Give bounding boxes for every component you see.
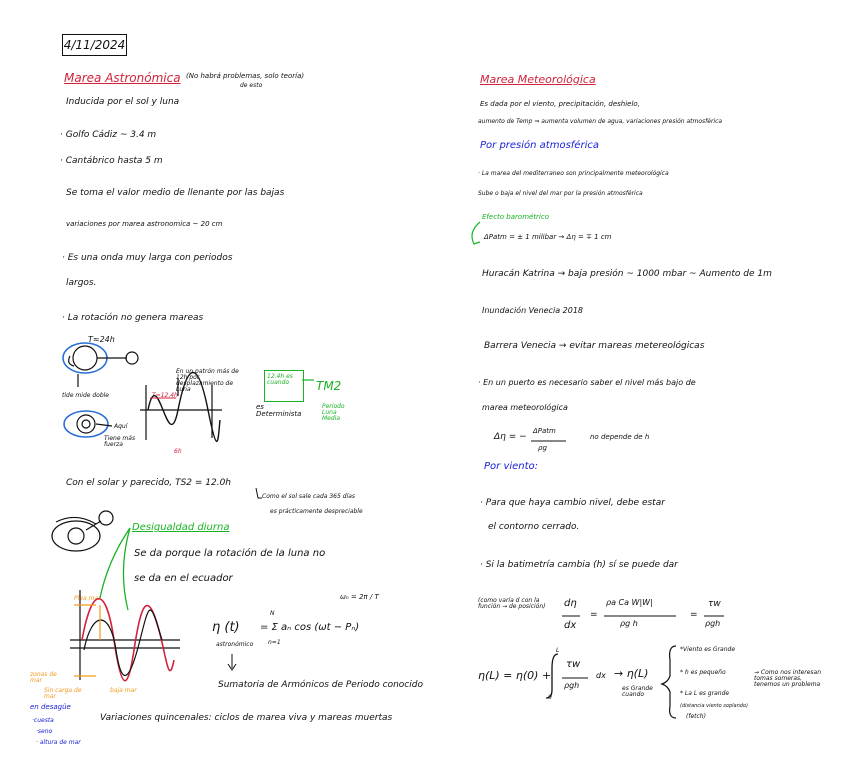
left-line-valor: Se toma el valor medio de llenante por las bajas [66, 188, 285, 198]
right-line7: Inundación Venecia 2018 [482, 306, 584, 315]
right-int-lhs: η(L) = η(0) + [478, 669, 552, 682]
right-dn-note: no depende de h [590, 433, 650, 441]
eq-omega: ωₙ = 2π / T [340, 593, 379, 601]
desigualdad-line2: se da en el ecuador [134, 573, 233, 584]
right-line8: Barrera Venecia → evitar mareas metereológicas [484, 341, 705, 351]
right-int-den: ρgh [564, 681, 580, 690]
eq-eta: η (t) [212, 620, 240, 635]
right-line9a: · En un puerto es necesario saber el nivel más bajo de [478, 378, 696, 387]
label-sin-carga: Sin carga de mar [44, 687, 82, 700]
label-desague: en desagüe [30, 703, 71, 711]
right-int-num: τw [566, 659, 581, 670]
right-line3: · La marea del mediterraneo son principalmente meteorológica [478, 170, 669, 177]
green-box-text: 12.4h es cuando [267, 373, 293, 386]
right-sub-presion: Por presión atmosférica [480, 140, 599, 151]
right-sub-viento: Por viento: [484, 461, 539, 472]
diagram-tiene: Tiene más fuerza [104, 435, 136, 448]
left-bullet-golfo: · Golfo Cádiz ~ 3.4 m [60, 130, 157, 140]
solar-note1: Como el sol sale cada 365 días [262, 493, 355, 500]
eq-arrow [228, 654, 236, 670]
right-cond2: * h es pequeño [680, 669, 726, 676]
right-int-top: L [556, 647, 560, 654]
right-dn: dη [564, 598, 577, 609]
date-text: 4/11/2024 [63, 38, 126, 52]
solar-bracket [256, 488, 262, 498]
label-altura: · altura de mar [36, 739, 81, 746]
diagram-6h: 6h [174, 448, 182, 455]
diagram-t24: T≈24h [88, 335, 115, 344]
variaciones-line: Variaciones quincenales: ciclos de marea viva y mareas muertas [100, 713, 393, 723]
right-cond5: (fetch) [686, 713, 706, 720]
green-periodo: Período Luna Media [322, 403, 345, 422]
right-frac1-den: ρg h [620, 619, 638, 628]
right-line12: · Si la batimetría cambia (h) sí se puede dar [480, 560, 678, 570]
left-title-note: (No habrá problemas, solo teoría) [186, 72, 305, 80]
tide-curve-bottom [70, 590, 180, 681]
left-line-largos: largos. [66, 278, 97, 288]
right-interesan: → Como nos interesan tomas someras, tenemos un problema [754, 669, 822, 688]
label-bajamar: baja mar [110, 687, 137, 694]
eq-sum-top: N [270, 610, 275, 617]
right-es-grande: es Grande cuando [622, 685, 653, 698]
solar-line: Con el solar y parecido, TS2 = 12.0h [66, 478, 232, 488]
right-efecto: Efecto barométrico [482, 213, 550, 221]
green-tm2: TM2 [316, 379, 342, 393]
left-line-variaciones: variaciones por marea astronomica ~ 20 cm [66, 220, 223, 228]
right-line5: ΔPatm = ± 1 milibar → Δη = ∓ 1 cm [484, 233, 612, 241]
diagram-tidal: tide mide doble [62, 392, 109, 399]
eq-sum-bot: n=1 [268, 639, 281, 646]
right-eq1: = [590, 610, 598, 620]
left-title-note2: de esto [240, 82, 263, 89]
right-line9b: marea meteorológica [482, 403, 568, 412]
label-pleamar: Plea mar [74, 595, 101, 602]
right-line11b: el contorno cerrado. [488, 522, 580, 532]
green-determinista: es Determinista [256, 403, 302, 418]
right-como: (como varía d con la función → de posición) [478, 597, 546, 610]
diagram-patron: En un patrón más de 12h por desplazamiento de Luna [176, 368, 239, 393]
right-cond3: * La L es grande [680, 690, 730, 697]
eq-astronomico: astronómico [216, 641, 254, 648]
label-seno: ·seno [36, 728, 53, 735]
label-cuesta: ·cuesta [32, 717, 54, 724]
right-line11a: · Para que haya cambio nivel, debe estar [480, 498, 665, 508]
right-dn-lhs: Δη = − [494, 432, 527, 442]
right-int-arrow: → η(L) [614, 667, 649, 680]
earth-moon-diagram [63, 343, 138, 437]
right-title: Marea Meteorológica [480, 73, 596, 86]
right-line6: Huracán Katrina → baja presión ~ 1000 mbar ~ Aumento de 1m [482, 269, 772, 279]
desigualdad-arrows [100, 528, 130, 610]
right-line4: Sube o baja el nivel del mar por la presión atmosférica [478, 190, 643, 197]
left-line-rotacion: · La rotación no genera mareas [62, 313, 204, 323]
left-bullet-cantabrico: · Cantábrico hasta 5 m [60, 156, 163, 166]
label-zonas-mar: zonas de mar [30, 671, 57, 684]
right-dx: dx [564, 620, 577, 631]
left-line-onda: · Es una onda muy larga con periodos [62, 253, 233, 263]
right-cond1: *Viento es Grande [680, 646, 736, 653]
right-int-dx: dx [596, 671, 606, 680]
right-line2: aumento de Temp ⇒ aumenta volumen de agua, variaciones presión atmosférica [478, 118, 723, 125]
right-dn-num: ΔPatm [533, 427, 556, 435]
eq-sum: = Σ aₙ cos (ωt − Pₙ) [260, 622, 360, 633]
right-line1: Es dada por el viento, precipitación, deshielo, [480, 100, 640, 108]
solar-note2: es prácticamente despreciable [270, 508, 363, 515]
right-frac2-den: ρgh [705, 619, 721, 628]
conditions-brace [662, 646, 676, 718]
right-frac2-num: τw [708, 599, 721, 609]
earth-moon-bottom [52, 511, 113, 551]
desigualdad-line1: Se da porque la rotación de la luna no [134, 548, 326, 559]
left-title: Marea Astronómica [64, 71, 181, 85]
sumatoria-line: Sumatoria de Armónicos de Periodo conocido [218, 680, 423, 690]
fraction-lines [531, 441, 724, 678]
sine-plot-top [140, 373, 222, 442]
left-intro: Inducida por el sol y luna [66, 97, 180, 107]
right-int-bot: 0 [548, 694, 552, 701]
right-cond4: (distancia viento soplando) [680, 703, 748, 709]
right-eq2: = [690, 610, 698, 620]
integral-sign [546, 654, 558, 698]
efecto-bracket [472, 222, 480, 244]
right-dn-den: ρg [538, 444, 547, 452]
diagram-t124: T≈12.4h [152, 392, 178, 399]
diagram-aqui: Aquí [114, 423, 128, 430]
right-frac1-num: ρa Ca W|W| [606, 598, 653, 607]
desigualdad-title: Desigualdad diurna [132, 522, 230, 533]
